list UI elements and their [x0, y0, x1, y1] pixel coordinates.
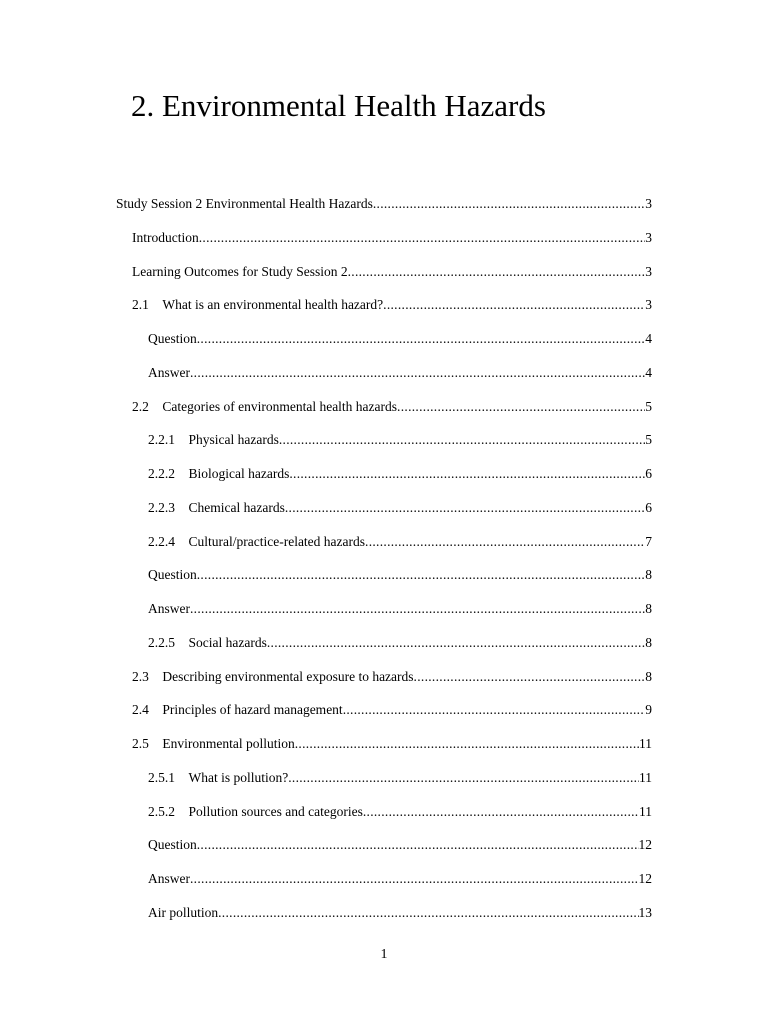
- toc-entry-page: 4: [645, 331, 652, 346]
- toc-entry[interactable]: [132, 255, 652, 289]
- toc-entry-text: Question: [148, 331, 197, 346]
- toc-entry-page: 11: [639, 736, 652, 751]
- toc-entry[interactable]: [148, 592, 652, 626]
- toc-entry-label: [148, 525, 365, 559]
- toc-entry-page: 3: [645, 196, 652, 211]
- toc-entry-page: 3: [645, 229, 652, 245]
- toc-entry[interactable]: [132, 660, 652, 694]
- toc-entry-text: Social hazards: [188, 634, 267, 650]
- toc-entry[interactable]: [148, 525, 652, 559]
- toc-entry-text: Question: [148, 837, 197, 853]
- toc-entry[interactable]: [132, 390, 652, 424]
- toc-entry-label: [148, 491, 285, 525]
- toc-entry-number: 2.2.4: [148, 533, 175, 549]
- toc-entry-text: Physical hazards: [188, 432, 279, 448]
- toc-leader-dots: [348, 255, 646, 289]
- toc-entry-page: 5: [645, 432, 652, 448]
- toc-leader-dots: [288, 761, 639, 795]
- toc-entry-label: [116, 187, 373, 221]
- toc-entry-page: 6: [645, 499, 652, 515]
- toc-leader-dots: [285, 491, 645, 525]
- toc-entry-label: [148, 828, 197, 862]
- toc-entry-label: [132, 288, 383, 322]
- toc-entry-page: 6: [645, 466, 652, 481]
- toc-entry[interactable]: [148, 862, 652, 896]
- toc-entry-label: [148, 423, 279, 457]
- toc-leader-dots: [197, 828, 639, 862]
- toc-entry[interactable]: [132, 221, 652, 255]
- toc-entry-page: 11: [639, 803, 652, 819]
- toc-entry-page: 7: [645, 533, 652, 549]
- toc-entry-number: 2.2: [132, 398, 149, 414]
- toc-entry-text: Introduction: [132, 229, 199, 245]
- toc-entry-number: 2.2.2: [148, 466, 175, 481]
- toc-entry[interactable]: [148, 761, 652, 795]
- toc-leader-dots: [363, 795, 639, 829]
- toc-leader-dots: [190, 862, 639, 896]
- toc-entry-page: 8: [645, 634, 652, 650]
- toc-entry[interactable]: [148, 356, 652, 390]
- toc-entry-number: 2.2.1: [148, 432, 175, 448]
- toc-entry[interactable]: [132, 727, 652, 761]
- toc-entry-label: [148, 592, 190, 626]
- toc-entry-label: [132, 727, 295, 761]
- toc-entry-text: Biological hazards: [188, 466, 290, 481]
- toc-entry[interactable]: [148, 558, 652, 592]
- toc-entry-page: 8: [645, 668, 652, 684]
- toc-entry-text: Question: [148, 567, 197, 583]
- toc-entry-label: [132, 660, 414, 694]
- toc-entry-label: [148, 356, 190, 390]
- toc-entry[interactable]: [148, 896, 652, 930]
- toc-leader-dots: [218, 896, 638, 930]
- toc-entry-page: 8: [645, 601, 652, 616]
- toc-entry-text: Describing environmental exposure to hazards: [162, 668, 414, 684]
- toc-entry-text: Environmental pollution: [162, 736, 295, 751]
- toc-entry[interactable]: [148, 457, 652, 491]
- toc-leader-dots: [197, 322, 646, 356]
- toc-leader-dots: [190, 356, 645, 390]
- toc-leader-dots: [279, 423, 645, 457]
- toc-leader-dots: [397, 390, 645, 424]
- toc-entry-number: 2.5.1: [148, 769, 175, 785]
- toc-entry-text: Air pollution: [148, 904, 219, 920]
- toc-entry-label: [148, 761, 288, 795]
- toc-entry[interactable]: [148, 423, 652, 457]
- toc-entry-page: 9: [645, 702, 652, 718]
- toc-entry-label: [148, 795, 363, 829]
- toc-entry-text: Answer: [148, 871, 190, 886]
- toc-entry-label: [148, 896, 218, 930]
- toc-entry-page: 8: [645, 567, 652, 583]
- toc-entry-text: Chemical hazards: [188, 499, 285, 515]
- toc-entry-number: 2.5: [132, 736, 149, 751]
- toc-entry-text: What is pollution?: [188, 769, 289, 785]
- page-number: 1: [380, 947, 388, 962]
- toc-leader-dots: [199, 221, 646, 255]
- toc-entry-label: [148, 322, 197, 356]
- toc-entry-number: 2.5.2: [148, 803, 175, 819]
- toc-entry-number: 2.1: [132, 297, 149, 313]
- toc-leader-dots: [414, 660, 646, 694]
- toc-leader-dots: [190, 592, 645, 626]
- toc-entry-text: Study Session 2 Environmental Health Hazards: [116, 196, 373, 211]
- toc-entry-number: 2.2.3: [148, 499, 175, 515]
- toc-entry-text: Categories of environmental health hazards: [162, 398, 398, 414]
- toc-entry[interactable]: [132, 288, 652, 322]
- toc-entry-label: [148, 558, 197, 592]
- toc-entry[interactable]: [148, 322, 652, 356]
- toc-leader-dots: [295, 727, 639, 761]
- toc-entry[interactable]: [148, 795, 652, 829]
- toc-entry-text: What is an environmental health hazard?: [162, 297, 384, 313]
- toc-entry-text: Learning Outcomes for Study Session 2: [132, 263, 348, 279]
- toc-entry-number: 2.2.5: [148, 634, 175, 650]
- toc-leader-dots: [267, 626, 645, 660]
- toc-entry-page: 3: [645, 263, 652, 279]
- toc-entry[interactable]: [132, 693, 652, 727]
- toc-leader-dots: [365, 525, 645, 559]
- toc-entry-page: 3: [645, 297, 652, 313]
- toc-entry-text: Principles of hazard management: [162, 702, 343, 718]
- toc-entry-text: Answer: [148, 364, 190, 380]
- toc-entry-page: 12: [638, 837, 652, 853]
- toc-entry[interactable]: [148, 828, 652, 862]
- toc-entry-text: Answer: [148, 601, 190, 616]
- toc-entry-text: Cultural/practice-related hazards: [188, 533, 366, 549]
- toc-entry-label: [148, 626, 267, 660]
- toc-entry-page: 11: [639, 769, 652, 785]
- toc-entry[interactable]: [116, 187, 652, 221]
- toc-entry-page: 13: [638, 904, 652, 920]
- toc-entry-page: 12: [638, 871, 652, 886]
- toc-entry-label: [148, 862, 190, 896]
- toc-entry-number: 2.3: [132, 668, 149, 684]
- toc-leader-dots: [289, 457, 645, 491]
- toc-leader-dots: [343, 693, 646, 727]
- toc-entry-label: [132, 390, 397, 424]
- toc-entry[interactable]: [148, 626, 652, 660]
- toc-leader-dots: [197, 558, 646, 592]
- toc-leader-dots: [373, 187, 645, 221]
- toc-entry-label: [132, 255, 348, 289]
- toc-entry-page: 4: [645, 364, 652, 380]
- toc-entry-label: [132, 693, 343, 727]
- toc-leader-dots: [383, 288, 645, 322]
- toc-entry-text: Pollution sources and categories: [188, 803, 363, 819]
- page-title: 2. Environmental Health Hazards: [131, 88, 546, 123]
- toc-entry[interactable]: [148, 491, 652, 525]
- toc-entry-page: 5: [645, 398, 652, 414]
- toc-entry-label: [148, 457, 289, 491]
- toc-entry-label: [132, 221, 199, 255]
- toc-entry-number: 2.4: [132, 702, 149, 718]
